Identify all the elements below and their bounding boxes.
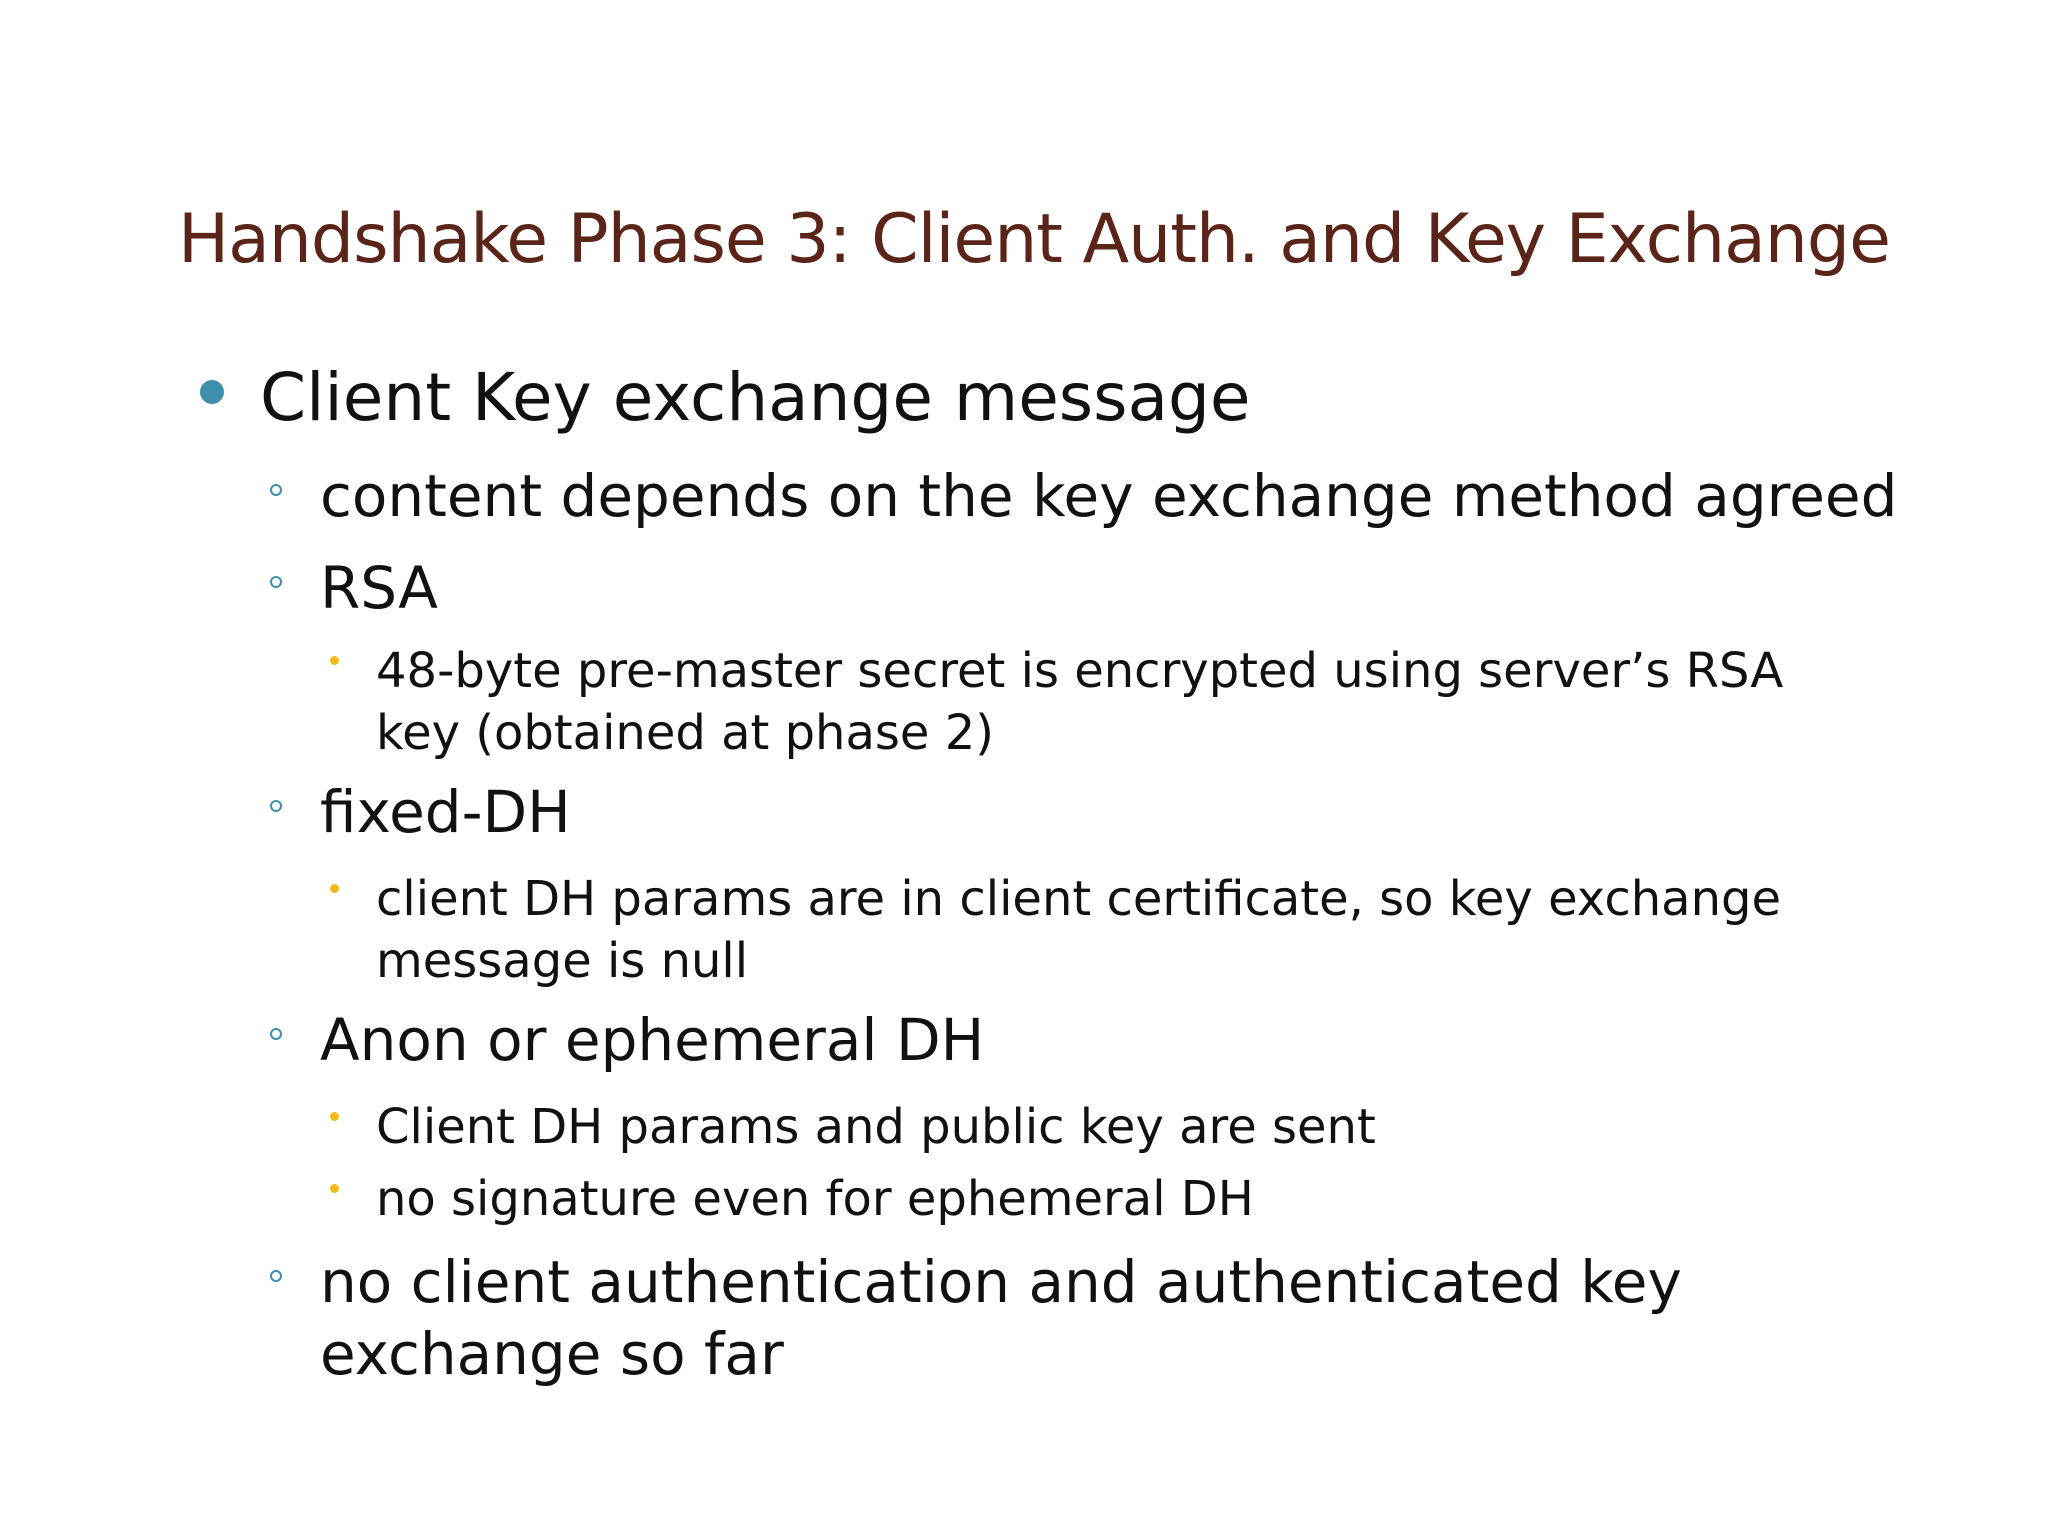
sub-bullet-text: RSA — [320, 554, 438, 622]
sub-sub-bullet-text: no signature even for ephemeral DH — [376, 1171, 1254, 1227]
sub-bullet-text: content depends on the key exchange method agreed — [320, 462, 1898, 530]
sub-bullet-text: fixed-DH — [320, 778, 571, 846]
dot-bullet-icon — [330, 1184, 339, 1193]
hollow-circle-bullet-icon — [270, 576, 282, 588]
sub-bullet-text: Anon or ephemeral DH — [320, 1006, 985, 1074]
dot-bullet-icon — [330, 656, 339, 665]
hollow-circle-bullet-icon — [270, 800, 282, 812]
sub-sub-bullet-text: client DH params are in client certificate, so key exchange message is null — [376, 871, 1781, 989]
bullet-text: Client Key exchange message — [260, 359, 1251, 436]
hollow-circle-bullet-icon — [270, 484, 282, 496]
hollow-circle-bullet-icon — [270, 1028, 282, 1040]
filled-circle-bullet-icon — [200, 380, 224, 404]
sub-bullet-text: no client authentication and authenticated key exchange so far — [320, 1248, 1682, 1388]
sub-sub-bullet-text: 48-byte pre-master secret is encrypted using server’s RSA key (obtained at phase 2) — [376, 643, 1784, 761]
sub-sub-bullet-text: Client DH params and public key are sent — [376, 1099, 1376, 1155]
dot-bullet-icon — [330, 884, 339, 893]
dot-bullet-icon — [330, 1112, 339, 1121]
slide-title: Handshake Phase 3: Client Auth. and Key Exchange — [178, 200, 1890, 279]
hollow-circle-bullet-icon — [270, 1270, 282, 1282]
